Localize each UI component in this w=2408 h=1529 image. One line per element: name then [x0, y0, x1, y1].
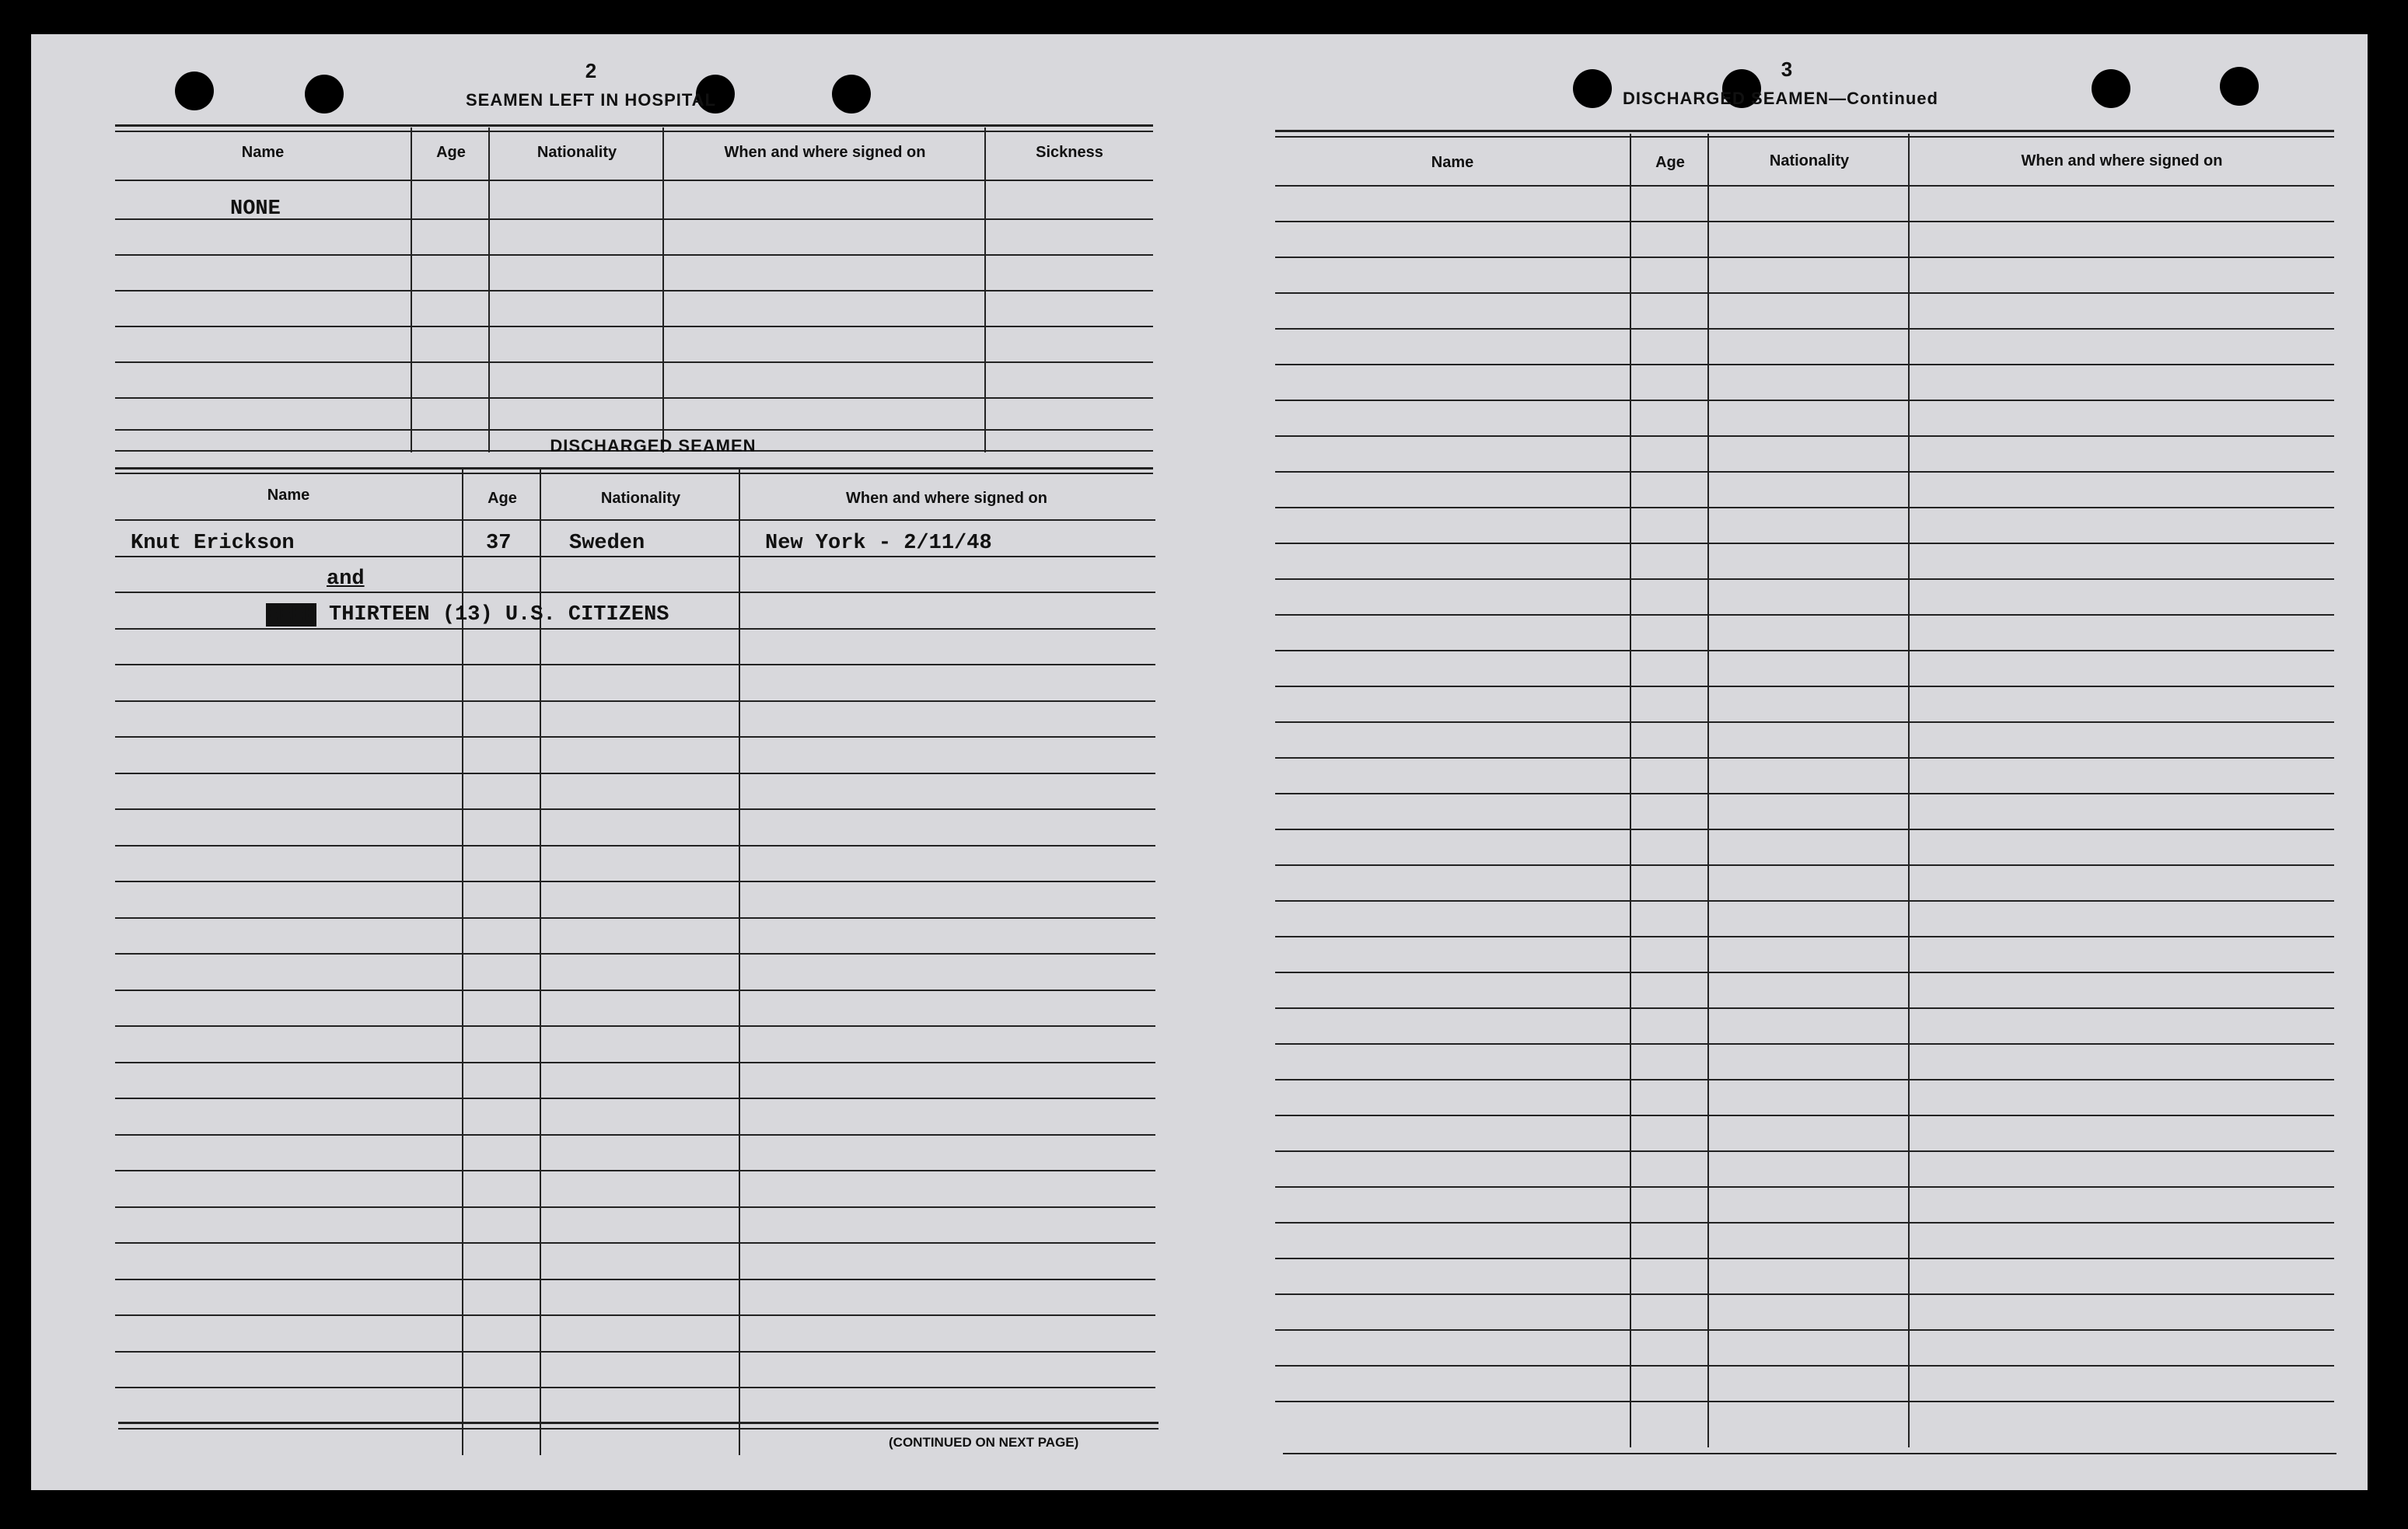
page-number: 2: [585, 59, 597, 82]
discharged-row-age: 37: [486, 532, 512, 555]
ruled-line: [1275, 793, 2334, 794]
ruled-line: [1275, 471, 2334, 473]
ruled-line: [1275, 1007, 2334, 1009]
note-citizens-text: THIRTEEN (13) U.S. CITIZENS: [329, 603, 669, 627]
ruled-line: [115, 917, 1155, 919]
ruled-line: [115, 953, 1155, 955]
ruled-line: [1275, 1079, 2334, 1080]
hospital-row-name: NONE: [230, 197, 281, 221]
column-header-nationality: Nationality: [1769, 152, 1850, 169]
ruled-line: [115, 1387, 1155, 1388]
ruled-line: [1275, 185, 2334, 187]
ruled-line: [115, 881, 1155, 882]
ruled-line: [1275, 1329, 2334, 1331]
ruled-line: [1275, 1222, 2334, 1224]
column-header-signed-on: When and where signed on: [846, 490, 1047, 507]
ruled-line: [1275, 364, 2334, 365]
discharged-row-name: Knut Erickson: [131, 532, 295, 555]
ruled-line: [115, 592, 1155, 593]
column-header-name: Name: [1431, 154, 1474, 171]
punch-hole: [832, 75, 871, 113]
ruled-line: [115, 1098, 1155, 1099]
ruled-line: [1275, 1365, 2334, 1367]
ruled-line: [1275, 721, 2334, 723]
ruled-line: [1275, 972, 2334, 973]
ruled-line: [1275, 757, 2334, 759]
column-header-signed-on: When and where signed on: [2021, 152, 2223, 169]
ruled-line: [1275, 686, 2334, 687]
ruled-line: [115, 736, 1155, 738]
discharged-row-nationality: Sweden: [569, 532, 645, 555]
ruled-line: [115, 1351, 1155, 1353]
ruled-line: [115, 1134, 1155, 1136]
column-header-signed-on: When and where signed on: [724, 144, 926, 161]
discharged-continued-title: DISCHARGED SEAMEN—Continued: [1623, 89, 1938, 108]
punch-hole: [175, 72, 214, 110]
column-header-name: Name: [267, 487, 310, 504]
note-citizens: [266, 603, 669, 627]
ruled-line: [115, 990, 1155, 991]
ruled-line: [1275, 1258, 2334, 1259]
ruled-line: [1275, 1401, 2334, 1402]
ruled-line: [115, 1242, 1155, 1244]
ruled-line: [115, 1170, 1155, 1171]
ruled-line: [1275, 435, 2334, 437]
punch-hole: [305, 75, 344, 113]
note-and: and: [327, 567, 365, 591]
ruled-line: [1275, 543, 2334, 544]
ruled-line: [1275, 1150, 2334, 1152]
struck-out-text: EEEE: [266, 603, 316, 627]
ruled-line: [1275, 328, 2334, 330]
discharged-section-title: DISCHARGED SEAMEN: [550, 436, 757, 456]
ruled-line: [115, 773, 1155, 774]
ruled-line: [115, 808, 1155, 810]
ruled-line: [115, 1025, 1155, 1027]
ruled-line: [1275, 578, 2334, 580]
ruled-line: [1275, 292, 2334, 294]
punch-hole: [2092, 69, 2130, 108]
column-header-age: Age: [1655, 154, 1685, 171]
ruled-line: [1275, 614, 2334, 616]
ruled-line: [1275, 900, 2334, 902]
column-header-nationality: Nationality: [536, 144, 617, 161]
ruled-line: [1275, 829, 2334, 830]
ruled-line: [1275, 1186, 2334, 1188]
page-number: 3: [1781, 58, 1793, 81]
hospital-section-title: SEAMEN LEFT IN HOSPITAL: [465, 90, 717, 110]
ruled-line: [115, 1314, 1155, 1316]
ruled-line: [115, 1206, 1155, 1208]
ruled-line: [1275, 507, 2334, 508]
column-header-age: Age: [488, 490, 517, 507]
ruled-line: [1275, 1293, 2334, 1295]
punch-hole: [2220, 67, 2259, 106]
ruled-line: [115, 664, 1155, 665]
document-sheet: [31, 34, 2368, 1490]
ruled-line: [1275, 221, 2334, 222]
ruled-line: [115, 1062, 1155, 1063]
ruled-line: [115, 1279, 1155, 1280]
ruled-line: [1275, 936, 2334, 937]
ruled-line: [115, 519, 1155, 521]
continued-footer: (CONTINUED ON NEXT PAGE): [889, 1435, 1079, 1450]
ruled-line: [1275, 650, 2334, 651]
ruled-line: [115, 845, 1155, 847]
ruled-line: [115, 628, 1155, 630]
column-header-age: Age: [436, 144, 466, 161]
column-header-name: Name: [241, 144, 285, 161]
ruled-line: [1275, 1043, 2334, 1045]
ruled-line: [115, 700, 1155, 702]
ruled-line: [1275, 864, 2334, 866]
column-header-sickness: Sickness: [1036, 144, 1103, 161]
ruled-line: [115, 556, 1155, 557]
ruled-line: [1275, 257, 2334, 258]
column-header-nationality: Nationality: [600, 490, 681, 507]
discharged-row-signed-on: New York - 2/11/48: [765, 532, 992, 555]
ruled-line: [1275, 1115, 2334, 1116]
ruled-line: [1275, 400, 2334, 401]
